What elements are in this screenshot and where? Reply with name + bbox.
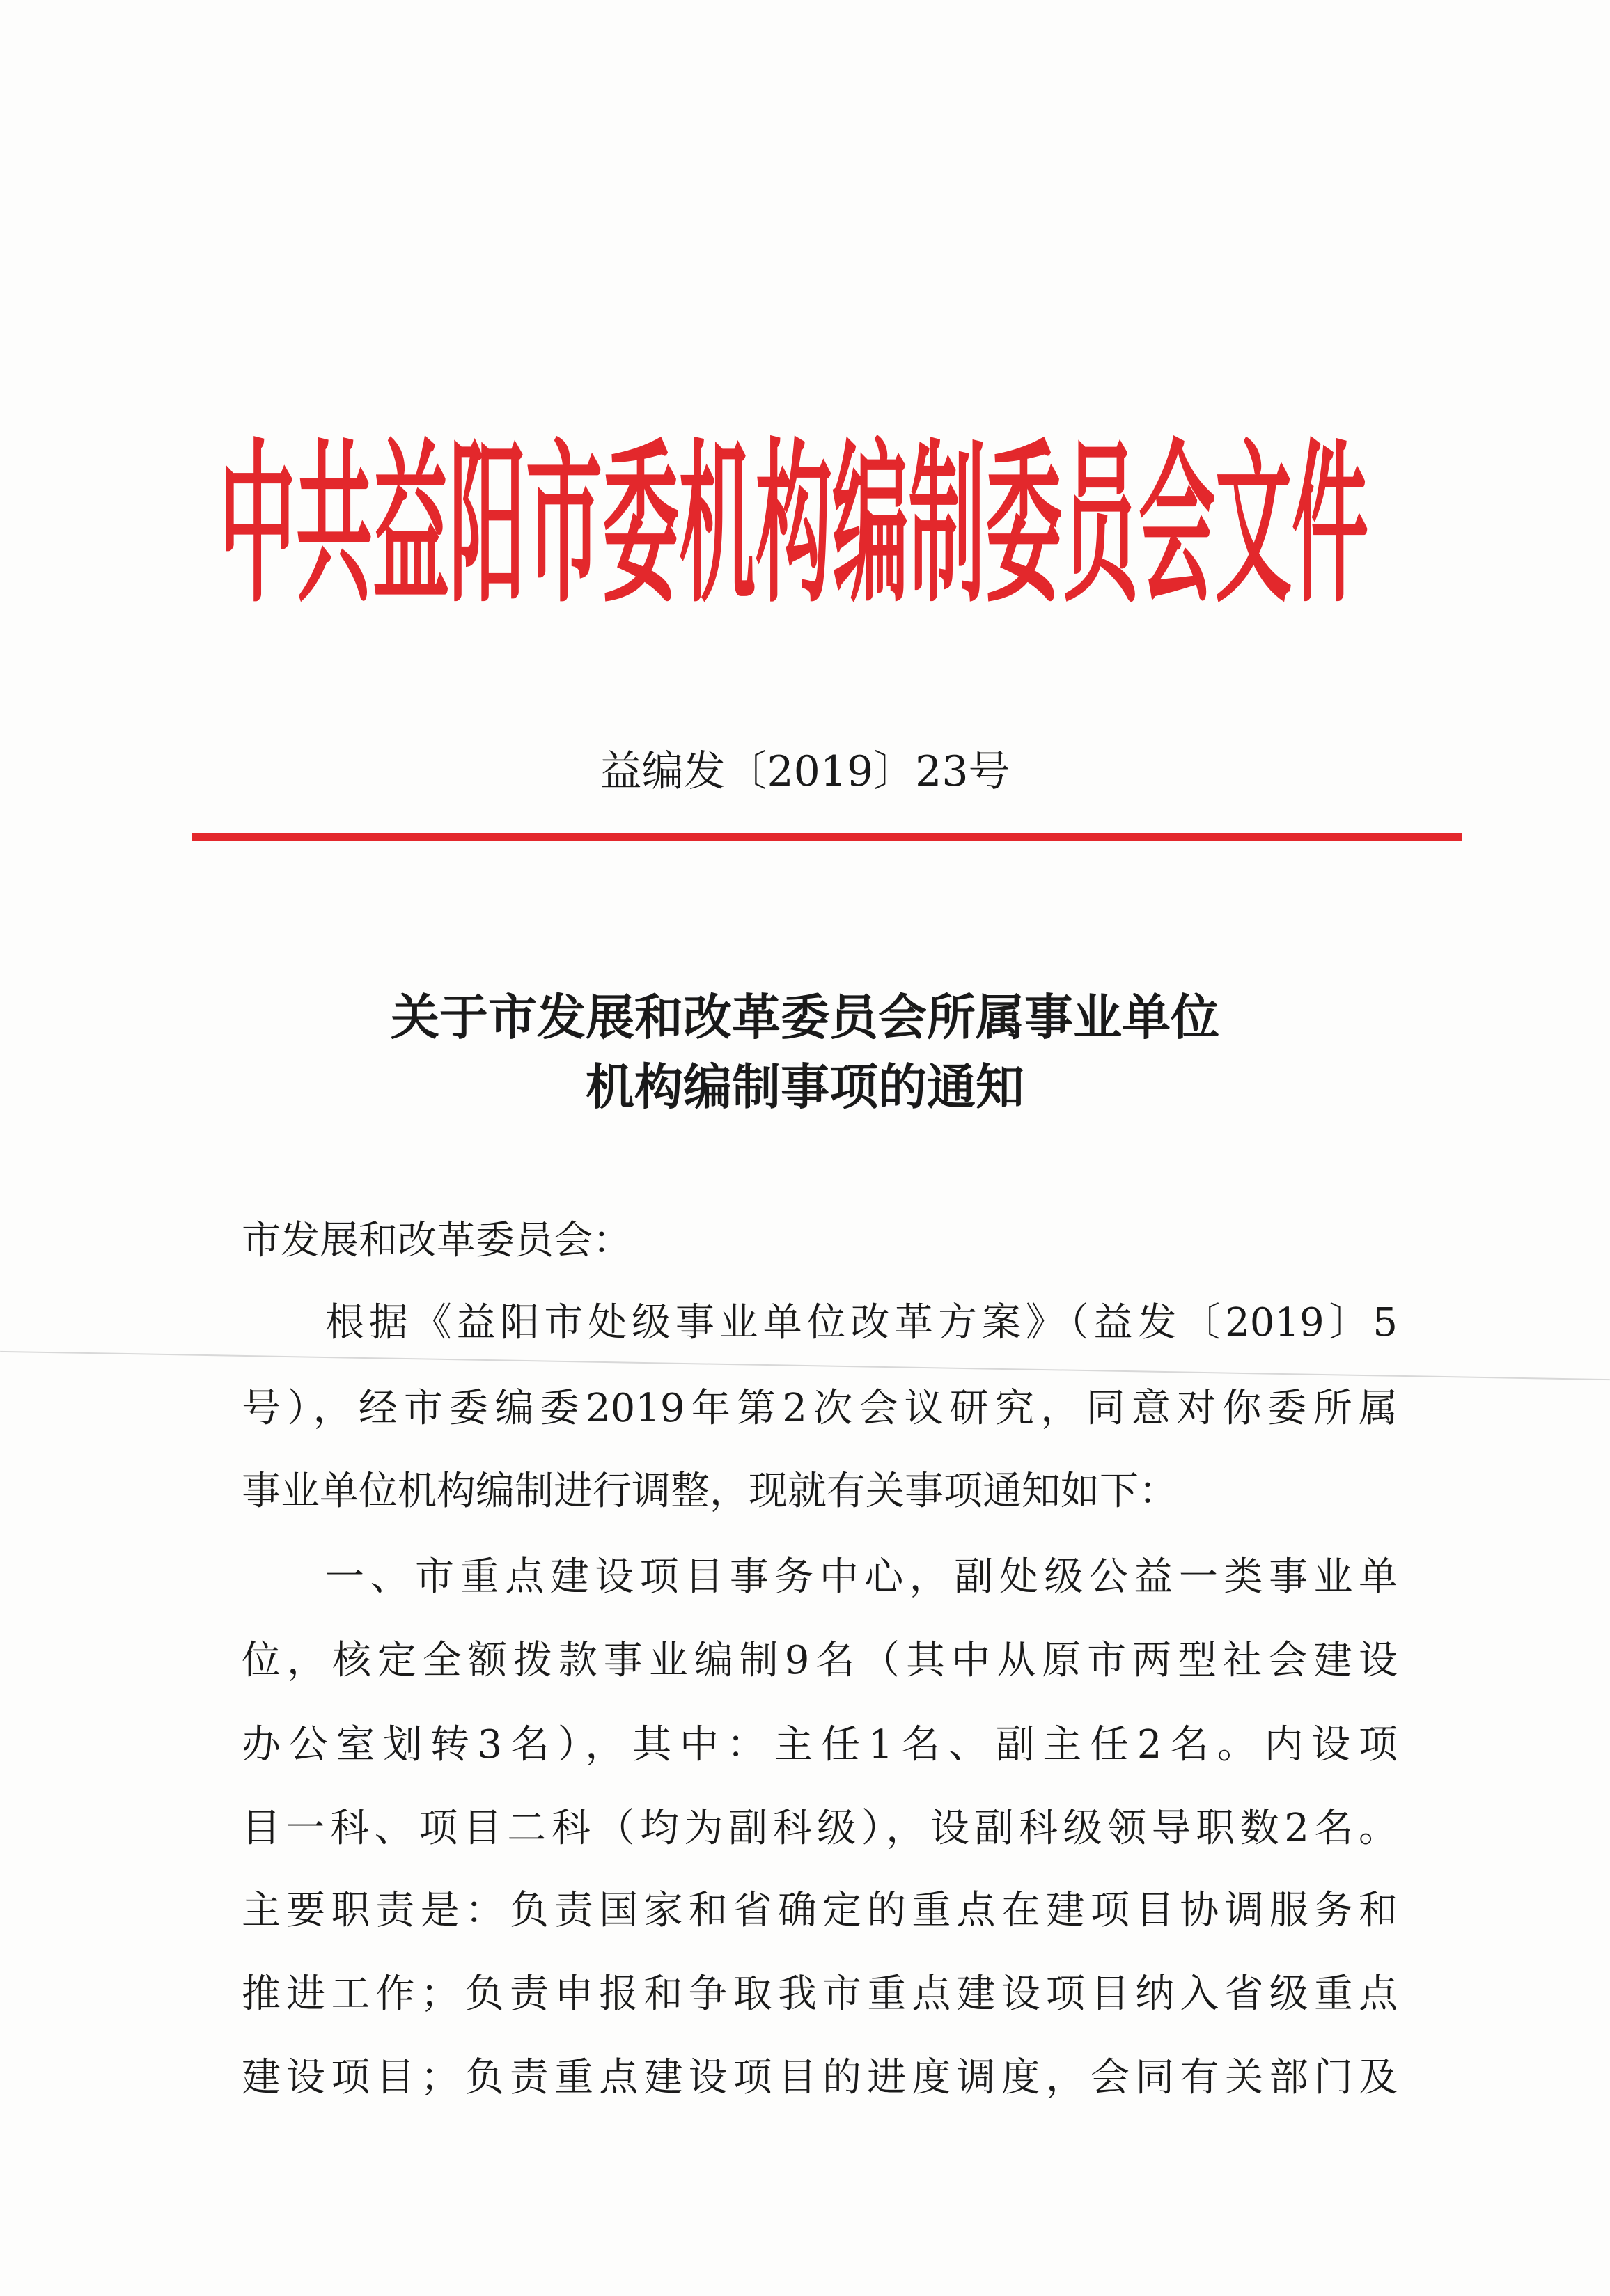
salutation: 市发展和改革委员会： bbox=[242, 1218, 632, 1263]
red-divider-line bbox=[192, 833, 1462, 841]
paper-crease bbox=[0, 1351, 1610, 1380]
body-line: 根据《益阳市处级事业单位改革方案》（益发〔2019〕5 bbox=[325, 1300, 1398, 1345]
body-line: 建设项目；负责重点建设项目的进度调度，会同有关部门及 bbox=[242, 2055, 1398, 2100]
body-line: 主要职责是：负责国家和省确定的重点在建项目协调服务和 bbox=[242, 1888, 1398, 1933]
body-line: 号），经市委编委2019年第2次会议研究，同意对你委所属 bbox=[242, 1386, 1398, 1431]
issuing-authority-header: 中共益阳市委机构编制委员会文件 bbox=[219, 423, 1369, 627]
body-line: 事业单位机构编制进行调整，现就有关事项通知如下： bbox=[242, 1469, 1178, 1514]
body-line: 推进工作；负责申报和争取我市重点建设项目纳入省级重点 bbox=[242, 1971, 1398, 2017]
body-line: 办公室划转3名），其中：主任1名、副主任2名。内设项 bbox=[242, 1722, 1398, 1767]
document-number: 益编发〔2019〕23号 bbox=[600, 747, 1010, 796]
body-line: 位，核定全额拨款事业编制9名（其中从原市两型社会建设 bbox=[242, 1638, 1398, 1683]
body-line: 一、市重点建设项目事务中心，副处级公益一类事业单 bbox=[325, 1554, 1398, 1600]
notice-title-line-2: 机构编制事项的通知 bbox=[586, 1058, 1024, 1116]
body-line: 目一科、项目二科（均为副科级），设副科级领导职数2名。 bbox=[242, 1806, 1398, 1851]
notice-title-line-1: 关于市发展和改革委员会所属事业单位 bbox=[391, 988, 1219, 1046]
